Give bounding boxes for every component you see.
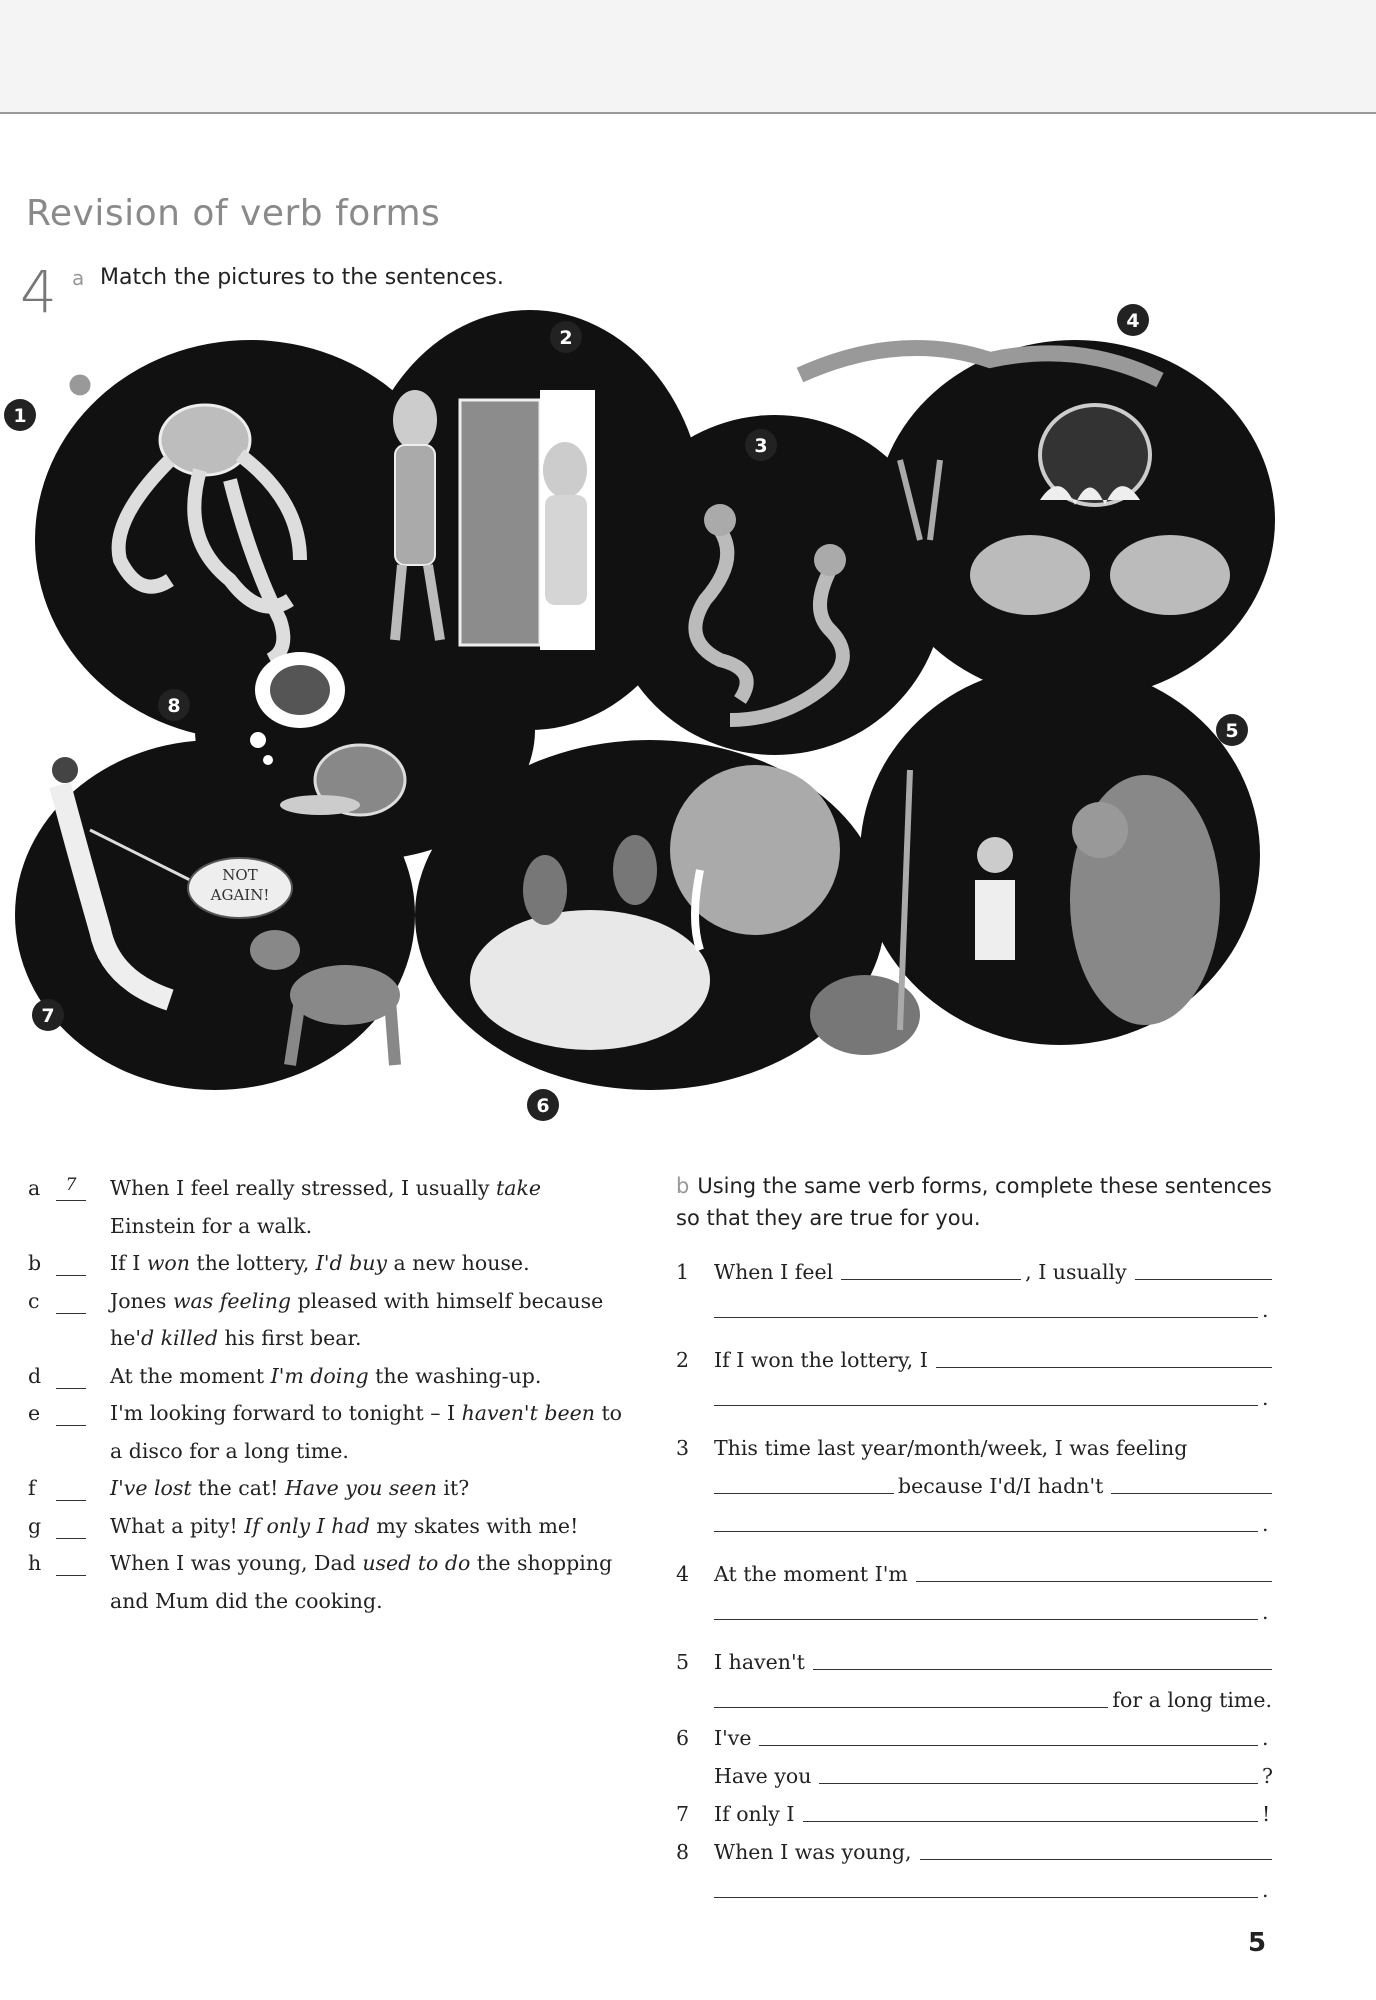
item-2-line-2: . xyxy=(676,1378,1272,1416)
item-5-line-2: for a long time. xyxy=(676,1680,1272,1718)
answer-blank[interactable] xyxy=(56,1545,86,1576)
sentence-b: b If I won the lottery, I'd buy a new house. xyxy=(26,1245,626,1283)
svg-text:5: 5 xyxy=(1225,720,1239,742)
part-a-letter: a xyxy=(72,266,85,290)
item-1-line-1: 1 When I feel , I usually xyxy=(676,1252,1272,1290)
picture-number-3 xyxy=(745,429,777,461)
sentence-c: c Jones was feeling pleased with himself because he'd killed his first bear. xyxy=(26,1283,626,1358)
answer-blank[interactable]: 7 xyxy=(56,1170,86,1201)
cartoon-illustration xyxy=(0,300,1376,1130)
sentence-g: g What a pity! If only I had my skates with me! xyxy=(26,1508,626,1546)
write-line[interactable] xyxy=(916,1561,1272,1582)
write-line[interactable] xyxy=(714,1599,1258,1620)
svg-text:1: 1 xyxy=(13,405,27,427)
sentence-h: h When I was young, Dad used to do the shopping and Mum did the cooking. xyxy=(26,1545,626,1620)
page-number: 5 xyxy=(1248,1928,1267,1958)
write-line[interactable] xyxy=(759,1725,1258,1746)
svg-text:8: 8 xyxy=(167,695,181,717)
picture-number-2 xyxy=(550,321,582,353)
svg-text:4: 4 xyxy=(1126,310,1140,332)
svg-text:6: 6 xyxy=(536,1095,550,1117)
write-line[interactable] xyxy=(841,1259,1021,1280)
item-8-line-1: 8 When I was young, xyxy=(676,1832,1272,1870)
write-line[interactable] xyxy=(1111,1473,1272,1494)
speech-bubble-line-2: AGAIN! xyxy=(210,886,270,904)
section-title: Revision of verb forms xyxy=(26,193,441,234)
write-line[interactable] xyxy=(714,1687,1108,1708)
sentence-f: f I've lost the cat! Have you seen it? xyxy=(26,1470,626,1508)
sentence-list xyxy=(26,1170,626,1620)
picture-number-6 xyxy=(527,1089,559,1121)
answer-blank[interactable] xyxy=(56,1245,86,1276)
item-8-line-2: . xyxy=(676,1870,1272,1908)
write-line[interactable] xyxy=(813,1649,1272,1670)
sentence-a: a 7 When I feel really stressed, I usually take Einstein for a walk. xyxy=(26,1170,626,1245)
answer-blank[interactable] xyxy=(56,1395,86,1426)
answer-blank[interactable] xyxy=(56,1470,86,1501)
write-line[interactable] xyxy=(714,1473,894,1494)
picture-number-8 xyxy=(158,689,190,721)
answer-blank[interactable] xyxy=(56,1283,86,1314)
write-line[interactable] xyxy=(920,1839,1272,1860)
picture-number-5 xyxy=(1216,714,1248,746)
item-7-line-1: 7 If only I ! xyxy=(676,1802,1271,1826)
svg-text:2: 2 xyxy=(559,327,573,349)
write-line[interactable] xyxy=(714,1877,1258,1898)
write-line[interactable] xyxy=(714,1297,1258,1318)
write-line[interactable] xyxy=(803,1801,1259,1822)
item-2-line-1: 2 If I won the lottery, I xyxy=(676,1340,1272,1378)
sentence-e: e I'm looking forward to tonight – I haven't been to a disco for a long time. xyxy=(26,1395,626,1470)
answer-blank[interactable] xyxy=(56,1508,86,1539)
item-6-line-1: 6 I've . xyxy=(676,1726,1269,1750)
speech-bubble-line-1: NOT xyxy=(222,866,258,884)
write-line[interactable] xyxy=(714,1511,1258,1532)
svg-text:7: 7 xyxy=(41,1005,55,1027)
picture-number-7 xyxy=(32,999,64,1031)
page-header-strip xyxy=(0,0,1376,114)
answer-blank[interactable] xyxy=(56,1358,86,1389)
part-b xyxy=(676,1170,1272,1908)
item-1-line-2: . xyxy=(676,1290,1272,1328)
item-5-line-1: 5 I haven't xyxy=(676,1642,1272,1680)
sentence-d: d At the moment I'm doing the washing-up. xyxy=(26,1358,626,1396)
write-line[interactable] xyxy=(1135,1259,1272,1280)
write-line[interactable] xyxy=(714,1385,1258,1406)
picture-number-1 xyxy=(4,399,36,431)
item-3-line-1: 3 This time last year/month/week, I was feeling xyxy=(676,1436,1188,1460)
exercise-number: 4 xyxy=(20,258,57,326)
item-4-line-1: 4 At the moment I'm xyxy=(676,1554,1272,1592)
svg-text:3: 3 xyxy=(754,435,768,457)
write-line[interactable] xyxy=(936,1347,1272,1368)
write-line[interactable] xyxy=(819,1763,1258,1784)
item-6-line-2: Have you ? xyxy=(714,1764,1273,1788)
item-4-line-2: . xyxy=(676,1592,1272,1630)
part-a-instruction: Match the pictures to the sentences. xyxy=(100,265,504,290)
item-3-line-2: because I'd/I hadn't xyxy=(676,1466,1272,1504)
part-b-letter: b xyxy=(676,1174,690,1198)
item-3-line-3: . xyxy=(676,1504,1272,1542)
part-b-instruction: b Using the same verb forms, complete these sentences so that they are true for you. xyxy=(676,1174,1272,1230)
picture-number-4 xyxy=(1117,304,1149,336)
